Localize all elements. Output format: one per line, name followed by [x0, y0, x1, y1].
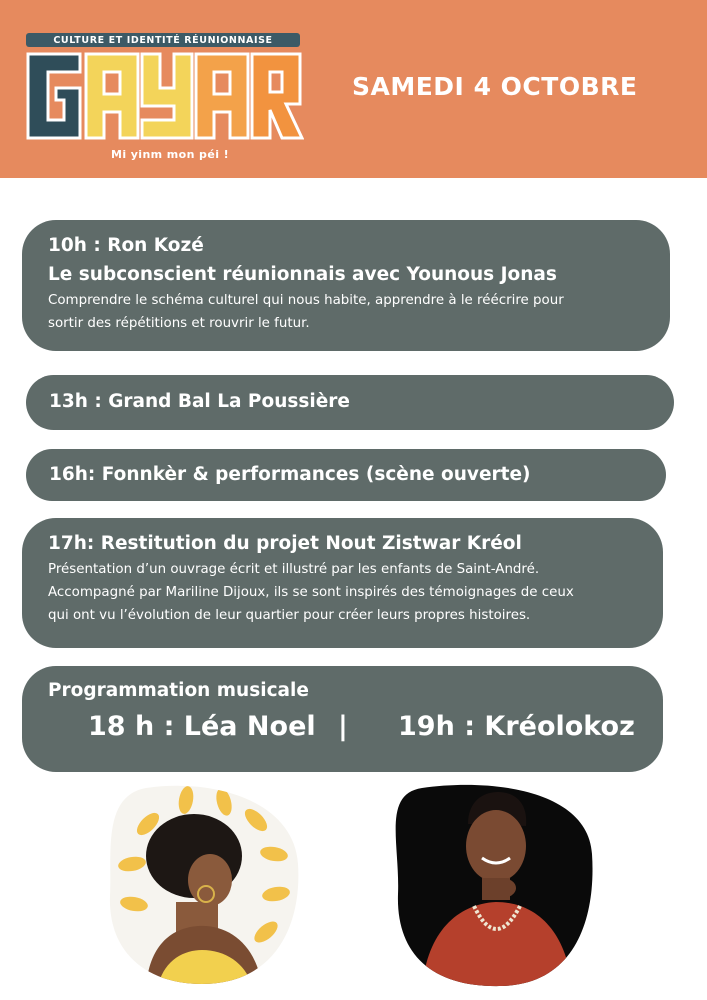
- music-programme-card: [22, 666, 663, 772]
- tagline: CULTURE ET IDENTITÉ RÉUNIONNAISE: [26, 33, 300, 47]
- logo-letter-y: [142, 54, 192, 138]
- kreolokoz-photo: [392, 784, 598, 990]
- header-banner: [0, 0, 707, 178]
- event-description-line: Présentation d’un ouvrage écrit et illustré par les enfants de Saint-André.: [48, 562, 540, 577]
- logo-letter-a2: [196, 54, 248, 138]
- event-title: 10h : Ron Kozé: [48, 235, 204, 256]
- event-subtitle: Le subconscient réunionnais avec Younous Jonas: [48, 264, 557, 285]
- act-separator: |: [338, 711, 348, 742]
- event-description-line: Comprendre le schéma culturel qui nous habite, apprendre à le réécrire pour: [48, 293, 564, 308]
- event-card-grand-bal: [26, 375, 674, 430]
- logo-letter-r: [252, 54, 302, 138]
- gayar-logo: [24, 48, 304, 146]
- logo-subtitle: Mi yinm mon péi !: [110, 148, 230, 161]
- lea-noel-photo: [106, 784, 302, 986]
- act-kreolokoz: 19h : Kréolokoz: [398, 711, 635, 742]
- event-description-line: Accompagné par Mariline Dijoux, ils se sont inspirés des témoignages de ceux: [48, 585, 574, 600]
- event-description-line: sortir des répétitions et rouvrir le futur.: [48, 316, 310, 331]
- logo-letter-a1: [86, 54, 138, 138]
- event-card-fonnker: [26, 449, 666, 501]
- event-card-ron-koze: [22, 220, 670, 351]
- event-description-line: qui ont vu l’évolution de leur quartier pour créer leurs propres histoires.: [48, 608, 531, 623]
- event-title: 13h : Grand Bal La Poussière: [49, 391, 350, 412]
- music-title: Programmation musicale: [48, 680, 309, 701]
- event-title: 17h: Restitution du projet Nout Zistwar Kréol: [48, 533, 522, 554]
- music-acts: [48, 711, 637, 753]
- event-card-restitution: [22, 518, 663, 648]
- act-lea-noel: 18 h : Léa Noel: [88, 711, 316, 742]
- event-date: SAMEDI 4 OCTOBRE: [352, 72, 638, 101]
- event-title: 16h: Fonnkèr & performances (scène ouverte): [49, 464, 531, 485]
- logo-letter-g: [28, 54, 80, 138]
